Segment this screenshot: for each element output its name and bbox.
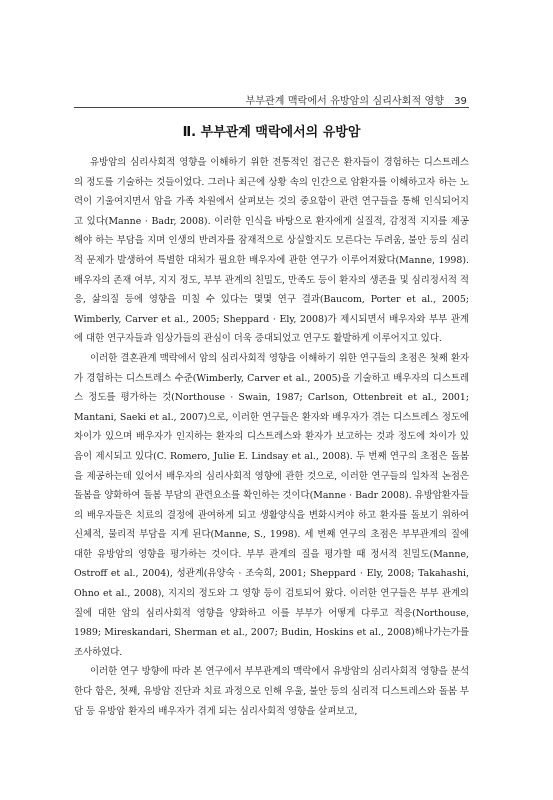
running-title: 부부관계 맥락에서 유방암의 심리사회적 영향	[245, 96, 445, 107]
running-header	[74, 92, 467, 107]
header-divider	[74, 107, 469, 108]
paragraph: 이러한 연구 방향에 따라 본 연구에서 부부관계의 맥락에서 유방암의 심리사회적 영향을 분석한다 함은, 첫째, 유방암 진단과 치료 과정으로 인해 우울, 불안 등의 심리적 디스트레스와 돌봄 부담 등 유방암 환자의 배우자가 겪게 되는 심리사회적 영향을 살펴보고,	[74, 666, 469, 717]
paragraph: 이러한 결혼관계 맥락에서 암의 심리사회적 영향을 이해하기 위한 연구들의 초점은 첫째 환자가 경험하는 디스트레스 수준(Wimberly, Carver et al., 2005)을 기술하고 배우자의 디스트레스 정도를 평가하는 것(Northouse · Swain, 1987; Carlson, Ottenbreit et al., 2001; Mantani, Saeki et al., 2007)으로, 이러한 연구들은 환자와 배우자가 겪는 디스트레스 정도에 차이가 있으며 배우자가 인지하는 환자의 디스트레스와 환자가 보고하는 것과 정도에 차이가 있음이 제시되고 있다(C. Romero, Julie E. Lindsay et al., 2008). 두 번째 연구의 초점은 돌봄을 제공하는데 있어서 배우자의 심리사회적 영향에 관한 것으로, 이러한 연구들의 일차적 논점은 돌봄을 양화하여 돌봄 부담의 관련요소를 확인하는 것이다(Manne · Badr 2008). 유방암환자들의 배우자들은 치료의 결정에 관여하게 되고 생활양식을 변화시켜야 하고 환자를 돌보기 위하여 신체적, 물리적 부담을 지게 된다(Manne, S., 1998). 세 번째 연구의 초점은 부부관계의 질에 대한 유방암의 영향을 평가하는 것이다. 부부 관계의 질을 평가할 때 정서적 친밀도(Manne, Ostroff et al., 2004), 성관계(유양숙 · 조숙희, 2001; Sheppard · Ely, 2008; Takahashi, Ohno et al., 2008), 지지의 정도와 그 영향 등이 검토되어 왔다. 이러한 연구들은 부부 관계의 질에 대한 암의 심리사회적 영향을 양화하고 이를 부부가 어떻게 다루고 적응(Northouse, 1989; Mireskandari, Sherman et al., 2007; Budin, Hoskins et al., 2008)해나가는가를 조사하였다.	[74, 352, 469, 658]
body-text	[74, 153, 469, 721]
section-title: Ⅱ. 부부관계 맥락에서의 유방암	[182, 125, 361, 140]
page-number: 39	[454, 96, 467, 107]
paragraph: 유방암의 심리사회적 영향을 이해하기 위한 전통적인 접근은 환자들이 경험하는 디스트레스의 정도를 기술하는 것들이었다. 그러나 최근에 상황 속의 인간으로 암환자를 이해하고자 하는 노력이 기울여지면서 암을 가족 차원에서 살펴보는 것의 중요함이 관련 연구들을 통해 인식되어지고 있다(Manne · Badr, 2008). 이러한 인식을 바탕으로 환자에게 실질적, 감정적 지지를 제공해야 하는 부담을 지며 인생의 반려자를 잠재적으로 상실할지도 모른다는 두려움, 불안 등의 심리적 문제가 발생하여 특별한 대처가 필요한 배우자에 관한 연구가 이루어져왔다(Manne, 1998). 배우자의 존재 여부, 지지 정도, 부부 관계의 친밀도, 만족도 등이 환자의 생존율 및 심리정서적 적응, 삶의질 등에 영향을 미칠 수 있다는 몇몇 연구 결과(Baucom, Porter et al., 2005; Wimberly, Carver et al., 2005; Sheppard · Ely, 2008)가 제시되면서 배우자와 부부 관계에 대한 연구자들과 임상가들의 관심이 더욱 증대되었고 연구도 활발하게 이루어지고 있다.	[74, 157, 469, 345]
